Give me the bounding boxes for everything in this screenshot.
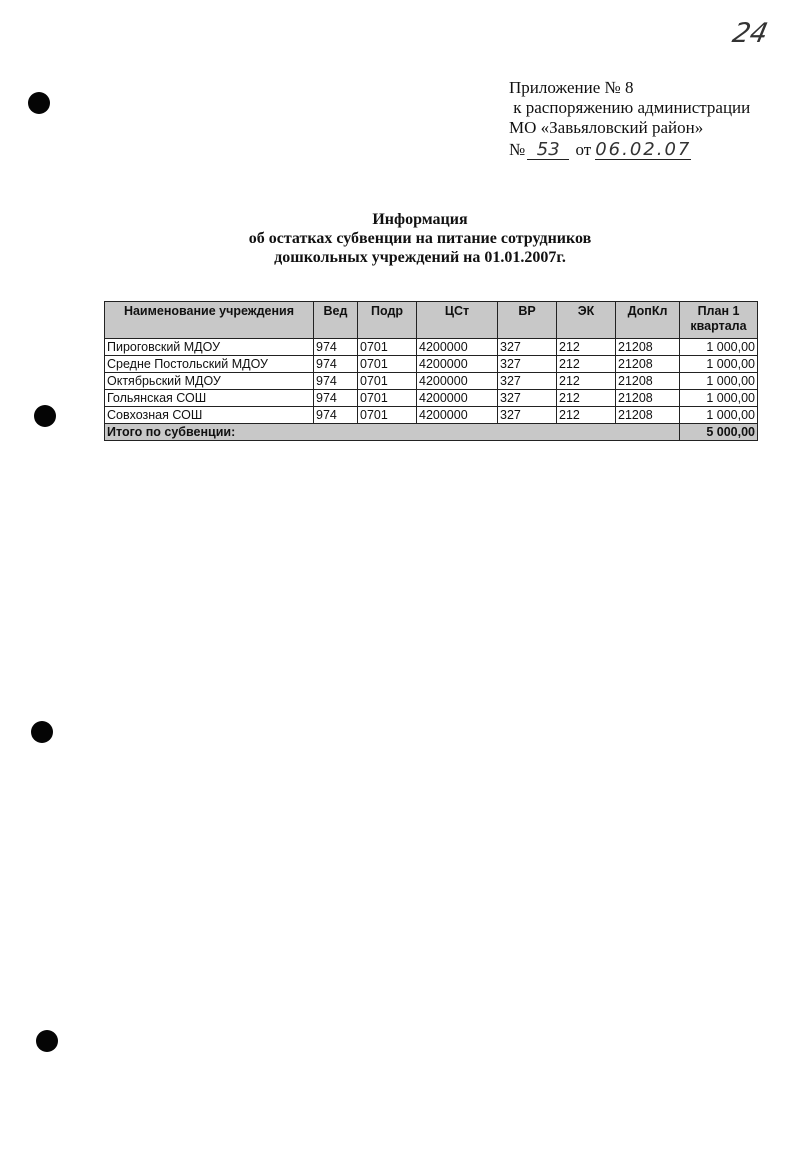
cell-plan: 1 000,00: [680, 390, 758, 407]
cell-cst: 4200000: [417, 339, 498, 356]
cell-plan: 1 000,00: [680, 407, 758, 424]
cell-cst: 4200000: [417, 407, 498, 424]
order-number: 53: [527, 142, 569, 160]
cell-dopkl: 21208: [616, 339, 680, 356]
cell-dopkl: 21208: [616, 373, 680, 390]
cell-dopkl: 21208: [616, 356, 680, 373]
total-label: Итого по субвенции:: [105, 424, 680, 441]
document-title: [100, 210, 740, 267]
header-vr: ВР: [498, 302, 557, 339]
district-name: МО «Завьяловский район»: [509, 118, 704, 137]
order-number-date: [509, 140, 769, 160]
cell-plan: 1 000,00: [680, 373, 758, 390]
title-line-3: дошкольных учреждений на 01.01.2007г.: [274, 249, 566, 266]
table-total-row: [105, 424, 758, 441]
cell-podr: 0701: [358, 373, 417, 390]
header-cst: ЦСт: [417, 302, 498, 339]
cell-institution: Гольянская СОШ: [105, 390, 314, 407]
date-prefix: от: [575, 140, 592, 159]
cell-cst: 4200000: [417, 356, 498, 373]
approval-block: [509, 78, 769, 160]
handwritten-page-number: 24: [729, 18, 771, 49]
order-reference: к распоряжению администрации: [513, 98, 751, 117]
cell-podr: 0701: [358, 356, 417, 373]
appendix-label: Приложение № 8: [509, 78, 634, 97]
punch-hole: [31, 721, 53, 743]
total-value: 5 000,00: [680, 424, 758, 441]
table-row: [105, 407, 758, 424]
cell-ek: 212: [557, 390, 616, 407]
punch-hole: [36, 1030, 58, 1052]
cell-ek: 212: [557, 356, 616, 373]
subsidy-table: [104, 301, 758, 441]
cell-cst: 4200000: [417, 373, 498, 390]
punch-hole: [28, 92, 50, 114]
cell-institution: Пироговский МДОУ: [105, 339, 314, 356]
header-podr: Подр: [358, 302, 417, 339]
cell-dopkl: 21208: [616, 390, 680, 407]
header-dopkl: ДопКл: [616, 302, 680, 339]
cell-vr: 327: [498, 356, 557, 373]
cell-institution: Октябрьский МДОУ: [105, 373, 314, 390]
order-date: 06.02.07: [595, 139, 692, 160]
cell-plan: 1 000,00: [680, 356, 758, 373]
table-row: [105, 339, 758, 356]
cell-ved: 974: [314, 373, 358, 390]
cell-plan: 1 000,00: [680, 339, 758, 356]
cell-institution: Совхозная СОШ: [105, 407, 314, 424]
cell-vr: 327: [498, 373, 557, 390]
cell-podr: 0701: [358, 390, 417, 407]
cell-institution: Средне Постольский МДОУ: [105, 356, 314, 373]
cell-podr: 0701: [358, 339, 417, 356]
table-header-row: [105, 302, 758, 339]
cell-ved: 974: [314, 407, 358, 424]
cell-ek: 212: [557, 407, 616, 424]
cell-dopkl: 21208: [616, 407, 680, 424]
number-prefix: №: [509, 140, 526, 159]
punch-hole: [34, 405, 56, 427]
cell-podr: 0701: [358, 407, 417, 424]
table-row: [105, 390, 758, 407]
cell-cst: 4200000: [417, 390, 498, 407]
title-line-2: об остатках субвенции на питание сотрудников: [248, 230, 592, 247]
cell-ek: 212: [557, 373, 616, 390]
header-plan: План 1 квартала: [680, 302, 758, 339]
cell-ved: 974: [314, 339, 358, 356]
header-ek: ЭК: [557, 302, 616, 339]
table-row: [105, 373, 758, 390]
cell-vr: 327: [498, 407, 557, 424]
cell-vr: 327: [498, 339, 557, 356]
cell-ved: 974: [314, 390, 358, 407]
cell-vr: 327: [498, 390, 557, 407]
header-institution: Наименование учреждения: [105, 302, 314, 339]
cell-ek: 212: [557, 339, 616, 356]
header-ved: Вед: [314, 302, 358, 339]
table-row: [105, 356, 758, 373]
title-line-1: Информация: [372, 211, 468, 228]
cell-ved: 974: [314, 356, 358, 373]
